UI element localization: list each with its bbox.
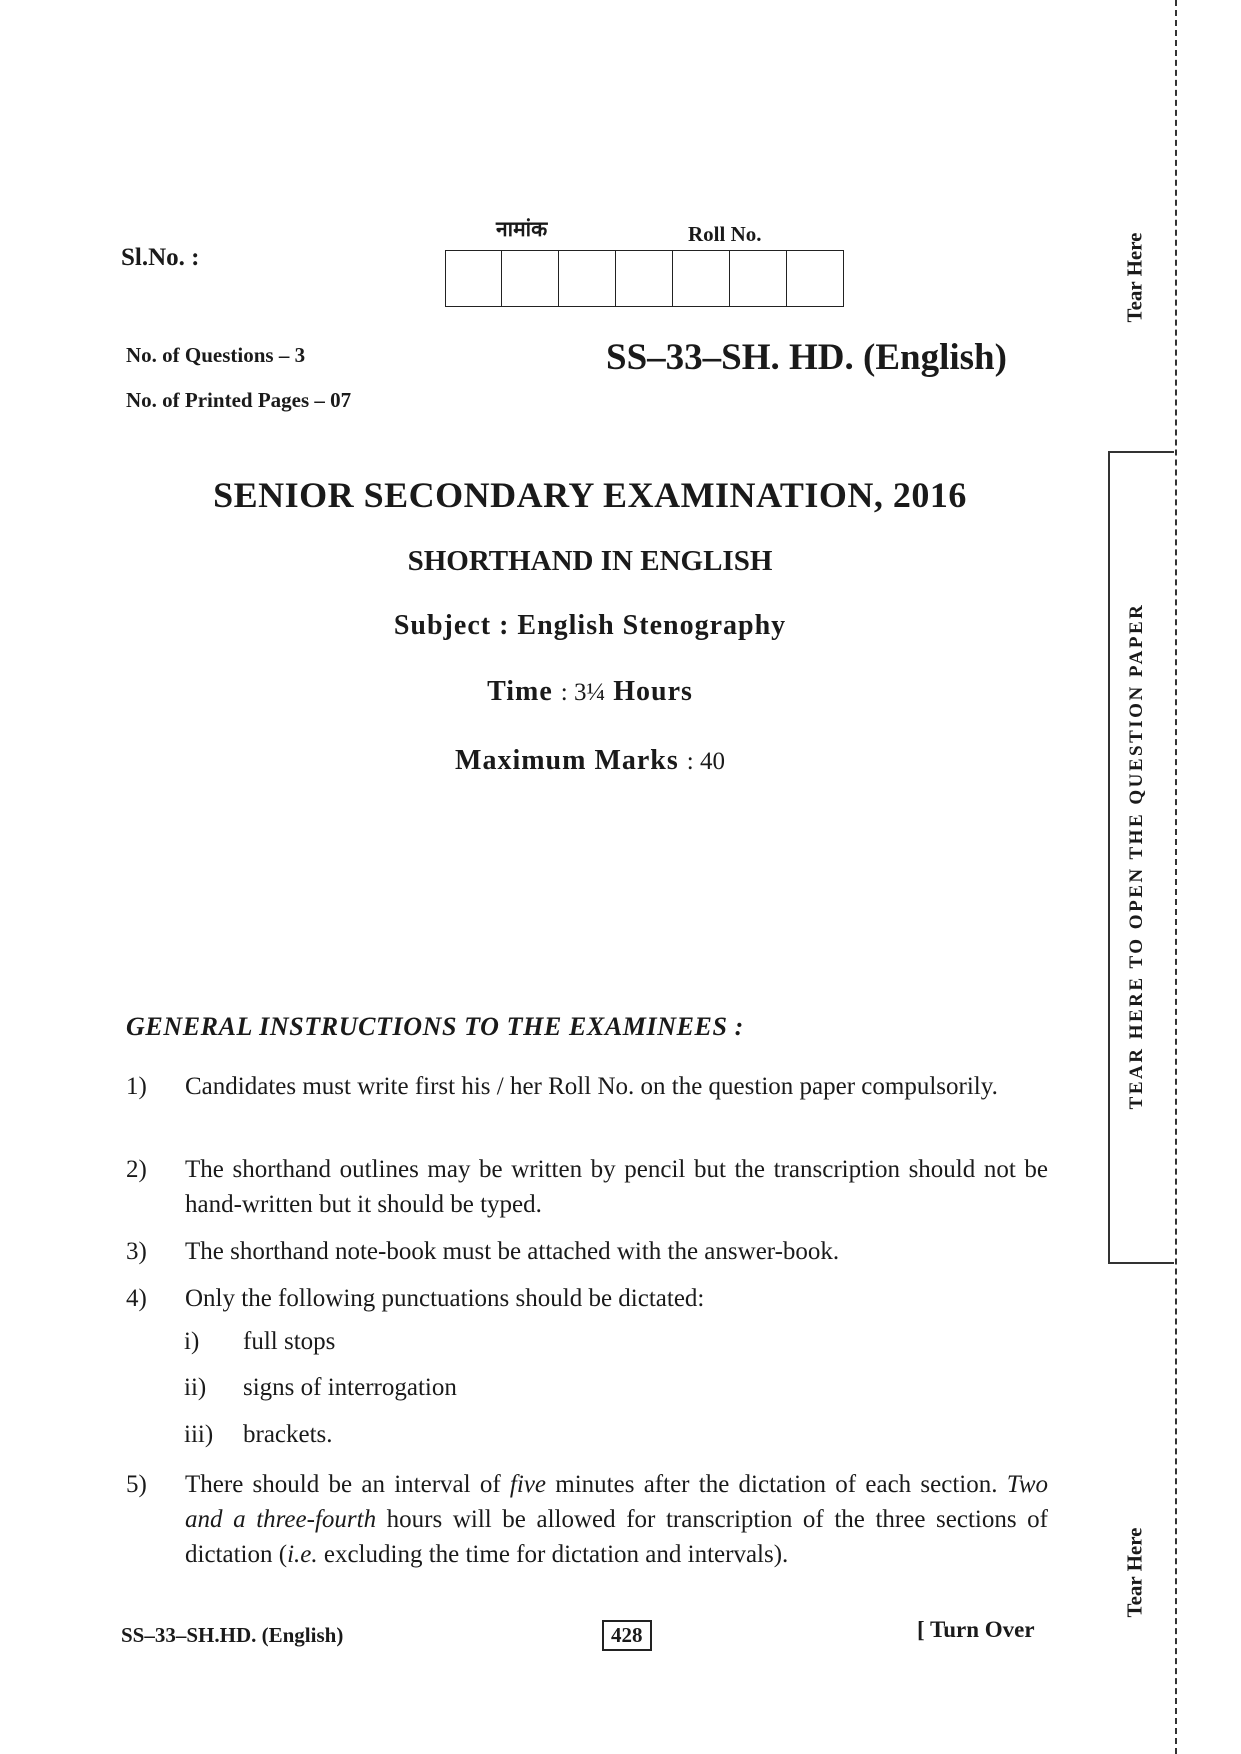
turn-over-label: [ Turn Over xyxy=(917,1617,1035,1642)
paper-title: SHORTHAND IN ENGLISH xyxy=(407,545,773,577)
instruction-text: Only the following punctuations should be dictated: xyxy=(185,1285,705,1312)
number-of-printed-pages: No. of Printed Pages – 07 xyxy=(126,388,352,412)
tear-here-top: Tear Here xyxy=(1122,232,1147,323)
roll-digit-box[interactable] xyxy=(616,250,673,307)
punctuation-number: i) xyxy=(184,1328,200,1355)
exam-title: SENIOR SECONDARY EXAMINATION, 2016 xyxy=(213,475,967,515)
tear-here-bottom: Tear Here xyxy=(1122,1527,1147,1618)
footer-paper-code: SS–33–SH.HD. (English) xyxy=(121,1623,344,1647)
time-line: Time : 3¼ Hours xyxy=(487,676,693,707)
instruction-number: 5) xyxy=(126,1471,147,1498)
time-value: 3¼ xyxy=(573,679,606,706)
roll-number-label: Roll No. xyxy=(688,222,762,246)
punctuation-text: brackets. xyxy=(243,1421,333,1448)
roll-digit-box[interactable] xyxy=(730,250,787,307)
subject-line: Subject : English Stenography xyxy=(393,610,787,641)
instruction-number: 4) xyxy=(126,1285,147,1312)
instruction-number: 1) xyxy=(126,1073,147,1100)
serial-number-label: Sl.No. : xyxy=(121,244,200,271)
punctuation-number: iii) xyxy=(184,1421,214,1448)
instruction-number: 2) xyxy=(126,1156,147,1183)
punctuation-text: full stops xyxy=(243,1328,336,1355)
marks-value: 40 xyxy=(699,748,725,775)
time-label: Time xyxy=(487,676,553,707)
number-of-questions: No. of Questions – 3 xyxy=(126,343,306,367)
tear-dashed-line xyxy=(1175,0,1177,1754)
roll-digit-box[interactable] xyxy=(445,250,502,307)
roll-number-boxes xyxy=(445,250,844,307)
tear-instruction-text: TEAR HERE TO OPEN THE QUESTION PAPER xyxy=(1126,602,1147,1110)
roll-digit-box[interactable] xyxy=(559,250,616,307)
instruction-item xyxy=(126,1069,1048,1104)
marks-label: Maximum Marks xyxy=(455,745,679,776)
instructions-heading: GENERAL INSTRUCTIONS TO THE EXAMINEES : xyxy=(126,1012,744,1041)
marks-line: Maximum Marks : 40 xyxy=(455,745,725,776)
instruction-item xyxy=(126,1281,1048,1316)
time-unit: Hours xyxy=(613,676,693,707)
subject-label: Subject xyxy=(393,610,492,641)
punctuation-item xyxy=(184,1328,335,1356)
paper-code: SS–33–SH. HD. (English) xyxy=(606,337,1007,378)
subject-value: English Stenography xyxy=(517,610,787,641)
punctuation-text: signs of interrogation xyxy=(243,1374,457,1401)
instruction-text: There should be an interval of five minutes after the dictation of each section. Two and a three-fourth hours will be allowed for transcription of the three sections of dictation (i.e. excluding the time for dictation and intervals). xyxy=(185,1471,1048,1568)
footer-page-code: 428 xyxy=(602,1620,652,1651)
roll-digit-box[interactable] xyxy=(787,250,844,307)
instruction-item xyxy=(126,1234,1048,1269)
instruction-item xyxy=(126,1152,1048,1222)
instruction-number: 3) xyxy=(126,1238,147,1265)
punctuation-item xyxy=(184,1421,333,1449)
instruction-text: The shorthand note-book must be attached with the answer-book. xyxy=(185,1238,840,1265)
roll-digit-box[interactable] xyxy=(673,250,730,307)
punctuation-number: ii) xyxy=(184,1374,207,1401)
roll-number-hindi-label: नामांक xyxy=(496,217,548,241)
punctuation-item xyxy=(184,1374,457,1402)
instruction-text: The shorthand outlines may be written by pencil but the transcription should not be hand-written but it should be typed. xyxy=(185,1156,1048,1218)
instruction-item xyxy=(126,1467,1048,1572)
roll-digit-box[interactable] xyxy=(502,250,559,307)
instruction-text: Candidates must write first his / her Roll No. on the question paper compulsorily. xyxy=(185,1073,998,1100)
